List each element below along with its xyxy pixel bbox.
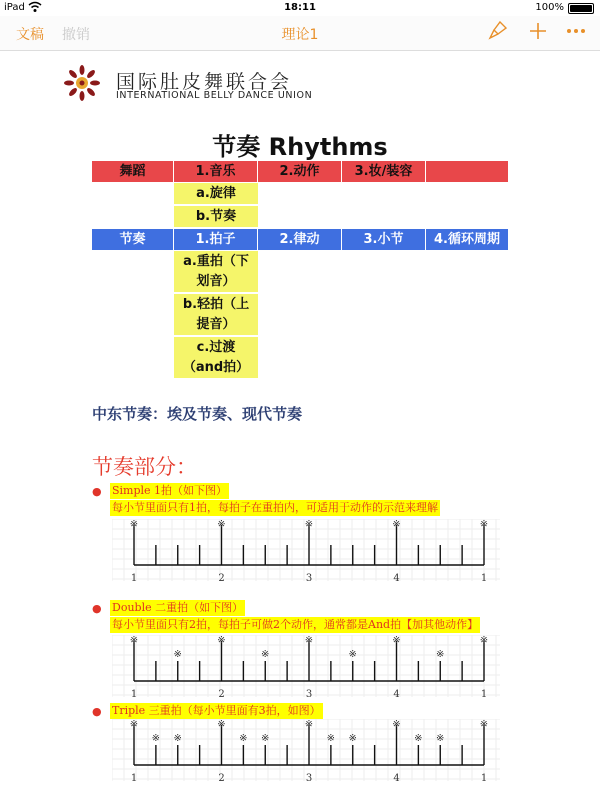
count-label: 1	[480, 689, 488, 700]
count-label: 4	[393, 573, 400, 584]
accent-mark: ※	[348, 649, 357, 660]
item-title: Double 二重拍（如下图）	[112, 601, 244, 614]
count-label: 2	[218, 689, 225, 700]
rhythm-diagram	[112, 635, 500, 703]
item-desc: 每小节里面只有1拍，每拍子在重拍内，可适用于动作的示范来理解	[112, 501, 438, 514]
count-label: 1	[480, 573, 488, 584]
accent-mark: ※	[348, 733, 357, 744]
table-cell-makeup: 3.妆/装容	[342, 161, 426, 182]
add-icon[interactable]	[528, 20, 548, 47]
count-label: 3	[305, 573, 313, 584]
table-cell-empty	[426, 161, 508, 182]
more-icon[interactable]	[566, 20, 586, 47]
rhythm-diagram	[112, 519, 500, 587]
count-label: 3	[305, 773, 313, 784]
count-label: 1	[480, 773, 488, 784]
count-label: 1	[130, 689, 138, 700]
beat-sub-transition: c.过渡（and拍）	[174, 337, 258, 379]
beat-sub-strong: a.重拍（下划音）	[174, 251, 258, 293]
table-cell-cycle: 4.循环周期	[426, 229, 508, 250]
accent-mark: ※	[479, 519, 489, 530]
count-label: 2	[218, 573, 225, 584]
accent-mark: ※	[261, 649, 270, 660]
accent-mark: ※	[151, 733, 161, 744]
item-desc: 每小节里面只有2拍，每拍子可做2个动作，通常都是And拍【加其他动作】	[112, 618, 479, 631]
beat-sub-light: b.轻拍（上提音）	[174, 294, 258, 336]
toolbar	[0, 16, 600, 51]
undo-button[interactable]: 撤销	[62, 27, 90, 43]
count-label: 4	[393, 773, 400, 784]
accent-mark: ※	[129, 719, 139, 730]
page-title: 节奏 Rhythms	[212, 133, 388, 161]
accent-mark: ※	[239, 733, 248, 744]
item-title: Triple 三重拍（每小节里面有3拍，如图）	[112, 704, 321, 717]
count-label: 1	[130, 573, 138, 584]
accent-mark: ※	[173, 733, 182, 744]
table-cell-dance: 舞蹈	[92, 161, 174, 182]
bullet-icon: ●	[92, 602, 102, 615]
accent-mark: ※	[392, 635, 401, 646]
accent-mark: ※	[304, 719, 314, 730]
music-sub-rhythm: b.节奏	[174, 206, 258, 228]
rhythm-diagram	[112, 719, 500, 787]
device-label: iPad	[4, 2, 25, 13]
accent-mark: ※	[479, 635, 489, 646]
org-name-cn: 国际肚皮舞联合会	[116, 71, 293, 93]
count-label: 1	[130, 773, 138, 784]
count-label: 3	[305, 689, 313, 700]
documents-button[interactable]: 文稿	[16, 27, 44, 43]
accent-mark: ※	[304, 635, 314, 646]
accent-mark: ※	[217, 635, 226, 646]
accent-mark: ※	[392, 719, 401, 730]
accent-mark: ※	[261, 733, 270, 744]
accent-mark: ※	[129, 635, 139, 646]
table-cell-music: 1.音乐	[174, 161, 258, 182]
table-cell-beat: 1.拍子	[174, 229, 258, 250]
accent-mark: ※	[326, 733, 336, 744]
status-time: 18:11	[284, 2, 316, 13]
accent-mark: ※	[392, 519, 401, 530]
middle-east-rhythms: 中东节奏：埃及节奏、现代节奏	[92, 405, 303, 423]
accent-mark: ※	[217, 719, 226, 730]
accent-mark: ※	[129, 519, 139, 530]
battery-label: 100%	[535, 2, 564, 13]
accent-mark: ※	[436, 733, 445, 744]
accent-mark: ※	[217, 519, 226, 530]
table-cell-bar: 3.小节	[342, 229, 426, 250]
format-brush-icon[interactable]	[488, 20, 508, 47]
item-title: Simple 1拍（如下图）	[112, 484, 228, 497]
org-name-en: INTERNATIONAL BELLY DANCE UNION	[116, 90, 313, 101]
music-sub-melody: a.旋律	[174, 183, 258, 205]
section-title: 节奏部分：	[92, 455, 197, 479]
accent-mark: ※	[414, 733, 423, 744]
table-cell-movement: 2.动作	[258, 161, 342, 182]
accent-mark: ※	[436, 649, 445, 660]
count-label: 2	[218, 773, 225, 784]
table-cell-groove: 2.律动	[258, 229, 342, 250]
bullet-icon: ●	[92, 485, 102, 498]
count-label: 4	[393, 689, 400, 700]
table-cell-rhythm: 节奏	[92, 229, 174, 250]
status-bar	[0, 0, 600, 16]
accent-mark: ※	[173, 649, 182, 660]
battery-icon	[568, 3, 594, 14]
document-page[interactable]	[0, 51, 600, 800]
union-logo-icon	[64, 65, 100, 101]
bullet-icon: ●	[92, 705, 102, 718]
accent-mark: ※	[479, 719, 489, 730]
accent-mark: ※	[304, 519, 314, 530]
document-title[interactable]: 理论1	[281, 27, 319, 43]
